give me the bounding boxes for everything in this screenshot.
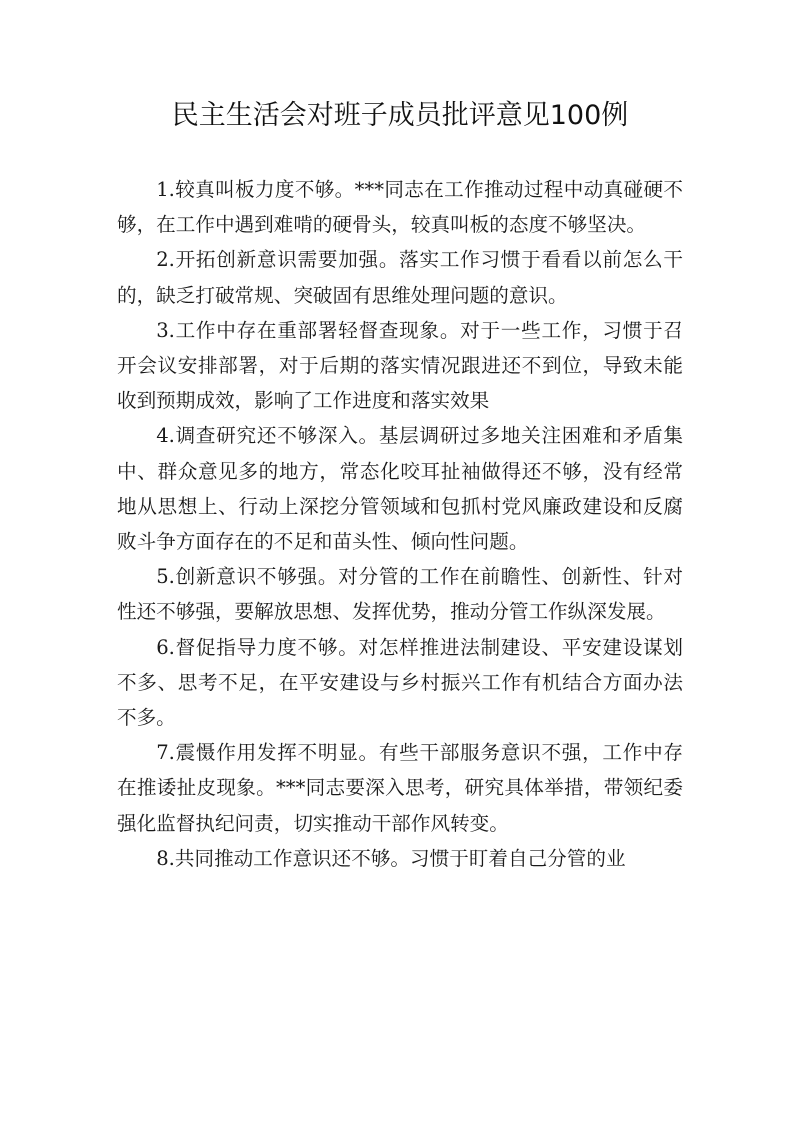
paragraph-6: 6.督促指导力度不够。对怎样推进法制建设、平安建设谋划不多、思考不足，在平安建设与乡村振兴工作有机结合方面办法不多。 <box>117 635 683 730</box>
paragraph-4: 4.调查研究还不够深入。基层调研过多地关注困难和矛盾集中、群众意见多的地方，常态化咬耳扯袖做得还不够，没有经常地从思想上、行动上深挖分管领域和包抓村党风廉政建设和反腐败斗争方面存在的不足和苗头性、倾向性问题。 <box>117 424 683 554</box>
paragraph-2: 2.开拓创新意识需要加强。落实工作习惯于看看以前怎么干的，缺乏打破常规、突破固有思维处理问题的意识。 <box>117 248 683 307</box>
document-title: 民主生活会对班子成员批评意见100例 <box>171 100 629 131</box>
paragraph-3: 3.工作中存在重部署轻督查现象。对于一些工作，习惯于召开会议安排部署，对于后期的落实情况跟进还不到位，导致未能收到预期成效，影响了工作进度和落实效果 <box>117 318 683 413</box>
document-body <box>117 172 683 876</box>
paragraph-8: 8.共同推动工作意识还不够。习惯于盯着自己分管的业 <box>156 846 626 870</box>
paragraph-1: 1.较真叫板力度不够。***同志在工作推动过程中动真碰硬不够，在工作中遇到难啃的硬骨头，较真叫板的态度不够坚决。 <box>117 178 683 237</box>
paragraph-7: 7.震慑作用发挥不明显。有些干部服务意识不强，工作中存在推诿扯皮现象。***同志要深入思考，研究具体举措，带领纪委强化监督执纪问责，切实推动干部作风转变。 <box>117 741 683 835</box>
paragraph-5: 5.创新意识不够强。对分管的工作在前瞻性、创新性、针对性还不够强，要解放思想、发挥优势，推动分管工作纵深发展。 <box>117 565 683 624</box>
